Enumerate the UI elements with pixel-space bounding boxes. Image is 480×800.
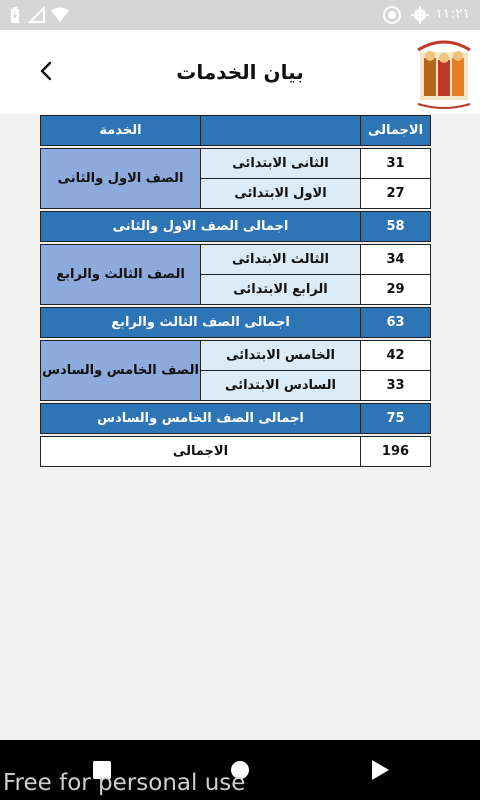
row-grade: السادس الابتدائى [201, 371, 361, 401]
status-time: ١١:٢١ [435, 6, 470, 22]
row-total: 42 [361, 341, 431, 371]
table-row [41, 341, 431, 371]
status-bar [0, 0, 480, 30]
header-service: الخدمة [41, 116, 201, 146]
grand-total-value: 196 [361, 437, 431, 467]
watermark: Free for personal use [3, 770, 246, 796]
services-content [0, 114, 480, 740]
settings-icon [410, 5, 430, 25]
wifi-icon [50, 6, 70, 24]
row-total: 27 [361, 179, 431, 209]
battery-charging-icon [10, 6, 20, 24]
group-total-value: 63 [361, 308, 431, 338]
signal-icon [28, 6, 46, 24]
row-grade: الثانى الابتدائى [201, 149, 361, 179]
back-triangle-icon[interactable] [370, 759, 390, 781]
row-total: 29 [361, 275, 431, 305]
table-row [41, 245, 431, 275]
services-table [40, 115, 431, 467]
header-total: الاجمالى [361, 116, 431, 146]
row-grade: الرابع الابتدائى [201, 275, 361, 305]
app-bar [0, 30, 480, 115]
group-total-row [41, 404, 431, 434]
row-total: 34 [361, 245, 431, 275]
group-total-row [41, 212, 431, 242]
table-header-row [41, 116, 431, 146]
group-name: الصف الاول والثانى [41, 149, 201, 209]
group-total-label: اجمالى الصف الخامس والسادس [41, 404, 361, 434]
page-title: بيان الخدمات [176, 60, 304, 84]
group-total-row [41, 308, 431, 338]
grand-total-row [41, 437, 431, 467]
grand-total-label: الاجمالى [41, 437, 361, 467]
vpn-icon [382, 5, 402, 25]
header-blank [201, 116, 361, 146]
row-total: 33 [361, 371, 431, 401]
group-name: الصف الخامس والسادس [41, 341, 201, 401]
row-total: 31 [361, 149, 431, 179]
table-row [41, 149, 431, 179]
row-grade: الثالث الابتدائى [201, 245, 361, 275]
group-total-value: 58 [361, 212, 431, 242]
group-total-label: اجمالى الصف الثالث والرابع [41, 308, 361, 338]
row-grade: الخامس الابتدائى [201, 341, 361, 371]
row-grade: الاول الابتدائى [201, 179, 361, 209]
church-logo [414, 36, 474, 110]
group-name: الصف الثالث والرابع [41, 245, 201, 305]
group-total-value: 75 [361, 404, 431, 434]
group-total-label: اجمالى الصف الاول والثانى [41, 212, 361, 242]
